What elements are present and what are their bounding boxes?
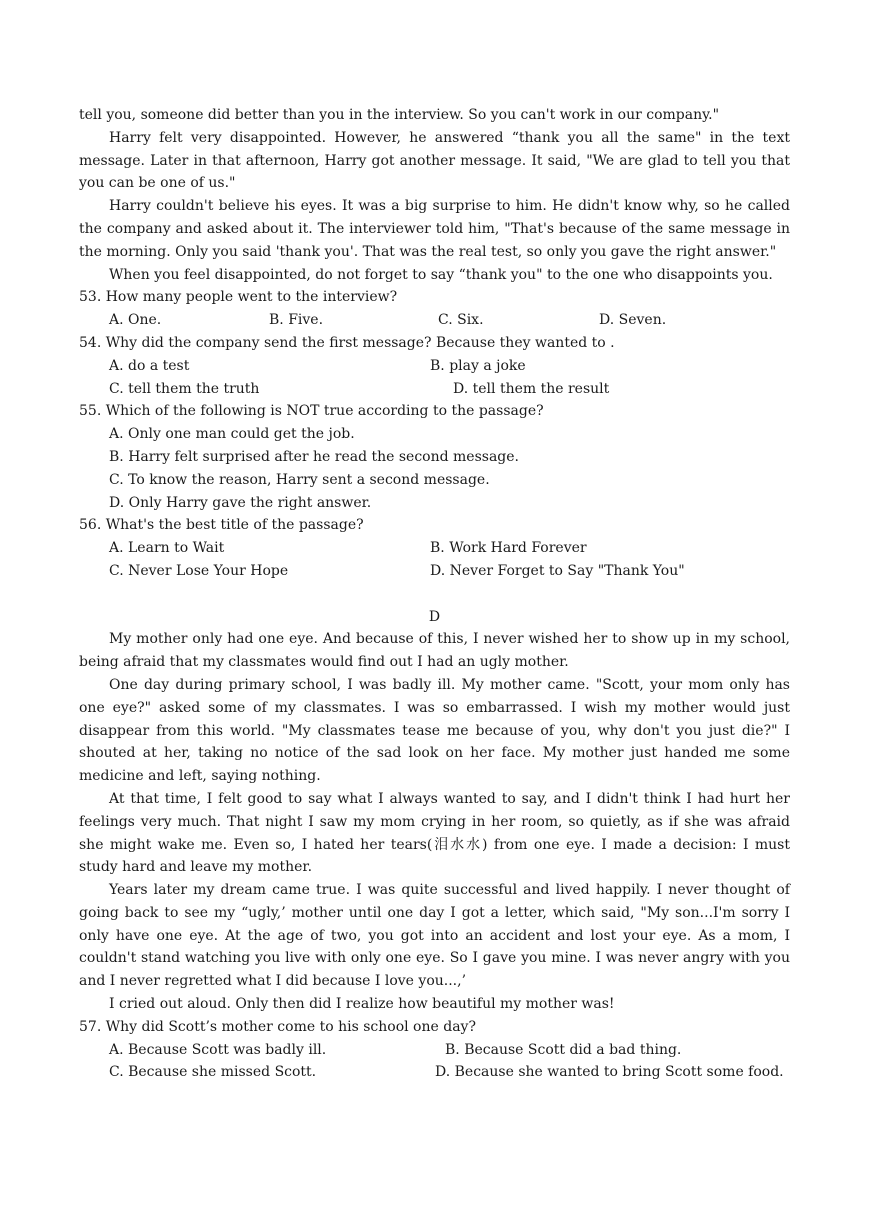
option-d: D. Seven. [599, 312, 667, 329]
option-c: C. Never Lose Your Hope [109, 562, 289, 579]
passage-d-paragraph-4: Years later my dream came true. I was quite successful and lived happily. I never thought of going back to see my “ugly,’ mother until one day I got a letter, which said, "My son...I'm sorry I only have one eye. At the age of two, you got into an accident and lost your eye. As a mom, I couldn't stand watching you live with only one eye. So I gave you mine. I was never angry with you and I never regretted what I did because I love you...,’ [79, 882, 790, 990]
passage-d-paragraph-2: One day during primary school, I was badly ill. My mother came. "Scott, your mom only has one eye?" asked some of my classmates. I was so embarrassed. I wish my mother would just disappear from this world. "My classmates tease me because of you, why don't you just die?" I shouted at her, taking no notice of the sad look on her face. My mother just handed me some medicine and left, saying nothing. [79, 676, 790, 785]
option-a: A. Learn to Wait [109, 540, 225, 557]
question-53-stem: 53. How many people went to the interview? [79, 289, 398, 306]
question-53-options [79, 309, 790, 332]
option-d: D. Never Forget to Say "Thank You" [430, 562, 685, 579]
option-b: B. play a joke [430, 357, 526, 374]
question-56-options-row-2 [79, 560, 790, 583]
passage-d-paragraph-5: I cried out aloud. Only then did I realize how beautiful my mother was! [109, 996, 615, 1013]
option-c: C. To know the reason, Harry sent a second message. [109, 471, 490, 488]
option-b: B. Work Hard Forever [430, 540, 587, 557]
spacer [79, 583, 790, 606]
question-56-stem: 56. What's the best title of the passage? [79, 517, 364, 534]
section-d-heading: D [428, 608, 441, 625]
option-b: B. Harry felt surprised after he read the second message. [109, 448, 520, 465]
passage-c-paragraph-3: Harry couldn't believe his eyes. It was a big surprise to him. He didn't know why, so he called the company and asked about it. The interviewer told him, "That's because of the same message in the morning. Only you said 'thank you'. That was the real test, so only you gave the right answer." [79, 198, 790, 260]
question-54-options-row-2 [79, 378, 790, 401]
option-c: C. tell them the truth [109, 380, 260, 397]
passage-d-paragraph-1: My mother only had one eye. And because of this, I never wished her to show up in my school, being afraid that my classmates would find out I had an ugly mother. [79, 631, 790, 671]
passage-c-paragraph-2: Harry felt very disappointed. However, he answered “thank you all the same" in the text message. Later in that afternoon, Harry got another message. It said, "We are glad to tell you that you can be one of us." [79, 129, 790, 192]
question-57-options-row-2 [79, 1061, 790, 1084]
question-56-options-row-1 [79, 537, 790, 560]
option-b: B. Five. [269, 312, 324, 329]
passage-c-paragraph-4: When you feel disappointed, do not forget to say “thank you" to the one who disappoints you. [109, 266, 773, 283]
question-54-stem: 54. Why did the company send the first message? Because they wanted to . [79, 334, 615, 351]
question-57-stem: 57. Why did Scott’s mother come to his school one day? [79, 1018, 476, 1035]
question-54-options-row-1 [79, 355, 790, 378]
question-55-stem: 55. Which of the following is NOT true according to the passage? [79, 403, 544, 420]
option-d: D. Only Harry gave the right answer. [109, 494, 372, 511]
option-a: A. Only one man could get the job. [109, 426, 355, 443]
option-a: A. Because Scott was badly ill. [109, 1041, 327, 1058]
option-d: D. Because she wanted to bring Scott some food. [435, 1064, 784, 1081]
page-content [79, 104, 790, 1084]
question-57-options-row-1 [79, 1039, 790, 1062]
option-c: C. Because she missed Scott. [109, 1064, 317, 1081]
passage-d-paragraph-3: At that time, I felt good to say what I always wanted to say, and I didn't think I had hurt her feelings very much. That night I saw my mom crying in her room, so quietly, as if she was afraid she might wake me. Even so, I hated her tears(泪水水) from one eye. I made a decision: I must study hard and leave my mother. [79, 790, 790, 876]
option-b: B. Because Scott did a bad thing. [445, 1041, 682, 1058]
option-d: D. tell them the result [453, 380, 610, 397]
passage-c-paragraph-1: tell you, someone did better than you in the interview. So you can't work in our company." [79, 107, 720, 123]
option-a: A. One. [109, 312, 162, 329]
option-a: A. do a test [109, 357, 190, 374]
option-c: C. Six. [438, 312, 484, 329]
